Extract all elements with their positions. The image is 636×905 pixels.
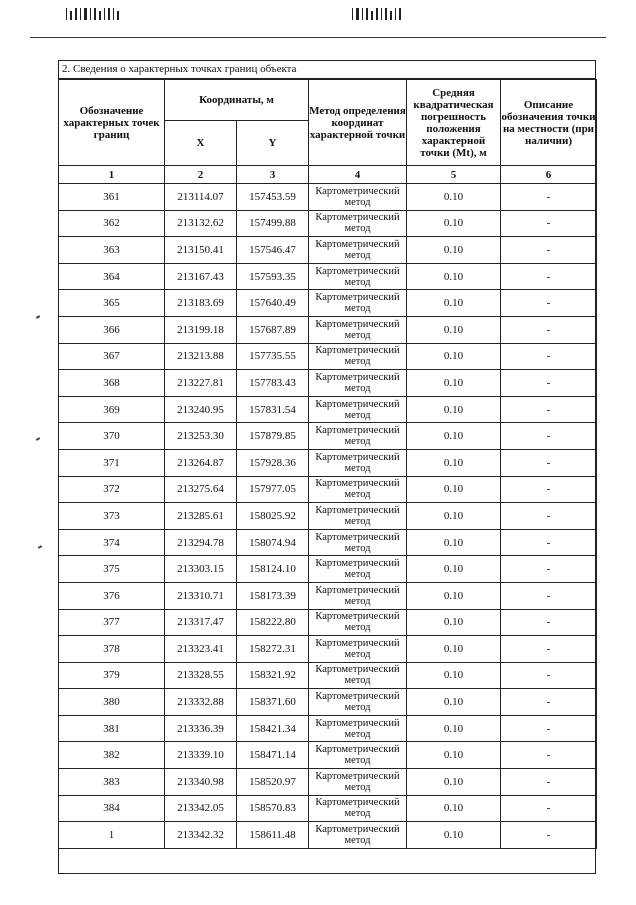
point-designation-cell: 364 bbox=[59, 263, 165, 290]
description-cell: - bbox=[501, 609, 597, 636]
method-cell: Картометрический метод bbox=[309, 715, 407, 742]
accuracy-cell: 0.10 bbox=[407, 263, 501, 290]
method-cell: Картометрический метод bbox=[309, 582, 407, 609]
accuracy-cell: 0.10 bbox=[407, 370, 501, 397]
table-row bbox=[59, 263, 597, 290]
accuracy-cell: 0.10 bbox=[407, 715, 501, 742]
coordinate-y-cell: 157879.85 bbox=[237, 423, 309, 450]
coordinate-y-cell: 157977.05 bbox=[237, 476, 309, 503]
coordinate-x-cell: 213294.78 bbox=[165, 529, 237, 556]
coordinate-x-cell: 213264.87 bbox=[165, 449, 237, 476]
method-cell: Картометрический метод bbox=[309, 370, 407, 397]
scan-speck bbox=[36, 315, 40, 319]
description-cell: - bbox=[501, 636, 597, 663]
column-number: 2 bbox=[165, 166, 237, 184]
method-cell: Картометрический метод bbox=[309, 795, 407, 822]
coordinate-x-cell: 213240.95 bbox=[165, 396, 237, 423]
accuracy-cell: 0.10 bbox=[407, 449, 501, 476]
description-cell: - bbox=[501, 290, 597, 317]
header-rule bbox=[30, 37, 606, 38]
accuracy-cell: 0.10 bbox=[407, 609, 501, 636]
header-x: X bbox=[165, 121, 237, 166]
description-cell: - bbox=[501, 370, 597, 397]
coordinate-y-cell: 157687.89 bbox=[237, 316, 309, 343]
point-designation-cell: 367 bbox=[59, 343, 165, 370]
accuracy-cell: 0.10 bbox=[407, 529, 501, 556]
table-row bbox=[59, 822, 597, 849]
coordinate-x-cell: 213336.39 bbox=[165, 715, 237, 742]
accuracy-cell: 0.10 bbox=[407, 636, 501, 663]
table-row bbox=[59, 449, 597, 476]
point-designation-cell: 363 bbox=[59, 237, 165, 264]
table-row bbox=[59, 715, 597, 742]
column-number: 4 bbox=[309, 166, 407, 184]
method-cell: Картометрический метод bbox=[309, 503, 407, 530]
barcode-mark-right bbox=[352, 6, 401, 20]
table-row bbox=[59, 316, 597, 343]
point-designation-cell: 368 bbox=[59, 370, 165, 397]
method-cell: Картометрический метод bbox=[309, 769, 407, 796]
point-designation-cell: 376 bbox=[59, 582, 165, 609]
table-row bbox=[59, 609, 597, 636]
description-cell: - bbox=[501, 689, 597, 716]
method-cell: Картометрический метод bbox=[309, 263, 407, 290]
header-y: Y bbox=[237, 121, 309, 166]
coordinate-y-cell: 157831.54 bbox=[237, 396, 309, 423]
description-cell: - bbox=[501, 795, 597, 822]
coordinate-y-cell: 157783.43 bbox=[237, 370, 309, 397]
header-accuracy: Средняя квадратическая погрешность положения характерной точки (Mt), м bbox=[407, 80, 501, 166]
coordinate-x-cell: 213183.69 bbox=[165, 290, 237, 317]
table-row bbox=[59, 423, 597, 450]
accuracy-cell: 0.10 bbox=[407, 343, 501, 370]
coordinate-x-cell: 213310.71 bbox=[165, 582, 237, 609]
coordinate-x-cell: 213342.32 bbox=[165, 822, 237, 849]
point-designation-cell: 374 bbox=[59, 529, 165, 556]
scan-speck bbox=[36, 437, 40, 441]
table-row bbox=[59, 662, 597, 689]
point-designation-cell: 1 bbox=[59, 822, 165, 849]
coordinate-x-cell: 213317.47 bbox=[165, 609, 237, 636]
method-cell: Картометрический метод bbox=[309, 556, 407, 583]
description-cell: - bbox=[501, 742, 597, 769]
table-row bbox=[59, 370, 597, 397]
point-designation-cell: 362 bbox=[59, 210, 165, 237]
accuracy-cell: 0.10 bbox=[407, 316, 501, 343]
description-cell: - bbox=[501, 237, 597, 264]
point-designation-cell: 384 bbox=[59, 795, 165, 822]
method-cell: Картометрический метод bbox=[309, 529, 407, 556]
coordinate-x-cell: 213340.98 bbox=[165, 769, 237, 796]
coordinate-y-cell: 158421.34 bbox=[237, 715, 309, 742]
coordinate-x-cell: 213332.88 bbox=[165, 689, 237, 716]
description-cell: - bbox=[501, 449, 597, 476]
table-row bbox=[59, 742, 597, 769]
point-designation-cell: 380 bbox=[59, 689, 165, 716]
description-cell: - bbox=[501, 556, 597, 583]
description-cell: - bbox=[501, 503, 597, 530]
table-row bbox=[59, 769, 597, 796]
accuracy-cell: 0.10 bbox=[407, 237, 501, 264]
accuracy-cell: 0.10 bbox=[407, 396, 501, 423]
coordinate-y-cell: 157928.36 bbox=[237, 449, 309, 476]
coordinate-x-cell: 213227.81 bbox=[165, 370, 237, 397]
accuracy-cell: 0.10 bbox=[407, 556, 501, 583]
coordinate-x-cell: 213275.64 bbox=[165, 476, 237, 503]
description-cell: - bbox=[501, 316, 597, 343]
accuracy-cell: 0.10 bbox=[407, 503, 501, 530]
method-cell: Картометрический метод bbox=[309, 343, 407, 370]
point-designation-cell: 372 bbox=[59, 476, 165, 503]
description-cell: - bbox=[501, 822, 597, 849]
description-cell: - bbox=[501, 184, 597, 211]
table-row bbox=[59, 396, 597, 423]
coordinate-x-cell: 213328.55 bbox=[165, 662, 237, 689]
table-row bbox=[59, 210, 597, 237]
point-designation-cell: 365 bbox=[59, 290, 165, 317]
header-designation: Обозначение характерных точек границ bbox=[59, 80, 165, 166]
coordinate-y-cell: 158471.14 bbox=[237, 742, 309, 769]
method-cell: Картометрический метод bbox=[309, 184, 407, 211]
coordinate-x-cell: 213285.61 bbox=[165, 503, 237, 530]
coordinate-y-cell: 158611.48 bbox=[237, 822, 309, 849]
method-cell: Картометрический метод bbox=[309, 609, 407, 636]
description-cell: - bbox=[501, 263, 597, 290]
point-designation-cell: 378 bbox=[59, 636, 165, 663]
header-coordinates: Координаты, м bbox=[165, 80, 309, 121]
accuracy-cell: 0.10 bbox=[407, 184, 501, 211]
method-cell: Картометрический метод bbox=[309, 662, 407, 689]
table-row bbox=[59, 795, 597, 822]
accuracy-cell: 0.10 bbox=[407, 662, 501, 689]
point-designation-cell: 366 bbox=[59, 316, 165, 343]
point-designation-cell: 373 bbox=[59, 503, 165, 530]
column-number: 3 bbox=[237, 166, 309, 184]
coordinate-y-cell: 157640.49 bbox=[237, 290, 309, 317]
accuracy-cell: 0.10 bbox=[407, 476, 501, 503]
coordinate-y-cell: 157593.35 bbox=[237, 263, 309, 290]
coordinate-y-cell: 158074.94 bbox=[237, 529, 309, 556]
method-cell: Картометрический метод bbox=[309, 476, 407, 503]
coordinate-y-cell: 157499.88 bbox=[237, 210, 309, 237]
point-designation-cell: 383 bbox=[59, 769, 165, 796]
table-row bbox=[59, 184, 597, 211]
description-cell: - bbox=[501, 343, 597, 370]
scan-speck bbox=[38, 545, 42, 549]
description-cell: - bbox=[501, 476, 597, 503]
method-cell: Картометрический метод bbox=[309, 316, 407, 343]
coordinate-x-cell: 213213.88 bbox=[165, 343, 237, 370]
description-cell: - bbox=[501, 582, 597, 609]
accuracy-cell: 0.10 bbox=[407, 795, 501, 822]
header-description: Описание обозначения точки на местности (при наличии) bbox=[501, 80, 597, 166]
point-designation-cell: 382 bbox=[59, 742, 165, 769]
table-row bbox=[59, 582, 597, 609]
coordinate-x-cell: 213150.41 bbox=[165, 237, 237, 264]
point-designation-cell: 375 bbox=[59, 556, 165, 583]
table-row bbox=[59, 556, 597, 583]
coordinate-x-cell: 213323.41 bbox=[165, 636, 237, 663]
description-cell: - bbox=[501, 210, 597, 237]
coordinate-x-cell: 213303.15 bbox=[165, 556, 237, 583]
coordinate-x-cell: 213199.18 bbox=[165, 316, 237, 343]
accuracy-cell: 0.10 bbox=[407, 742, 501, 769]
method-cell: Картометрический метод bbox=[309, 396, 407, 423]
header-method: Метод определения координат характерной точки bbox=[309, 80, 407, 166]
table-row bbox=[59, 476, 597, 503]
column-number: 5 bbox=[407, 166, 501, 184]
accuracy-cell: 0.10 bbox=[407, 290, 501, 317]
accuracy-cell: 0.10 bbox=[407, 210, 501, 237]
method-cell: Картометрический метод bbox=[309, 210, 407, 237]
coordinate-x-cell: 213253.30 bbox=[165, 423, 237, 450]
coordinate-y-cell: 158222.80 bbox=[237, 609, 309, 636]
description-cell: - bbox=[501, 769, 597, 796]
table-row bbox=[59, 636, 597, 663]
description-cell: - bbox=[501, 662, 597, 689]
point-designation-cell: 371 bbox=[59, 449, 165, 476]
coordinate-x-cell: 213114.07 bbox=[165, 184, 237, 211]
table-row bbox=[59, 529, 597, 556]
description-cell: - bbox=[501, 396, 597, 423]
point-designation-cell: 361 bbox=[59, 184, 165, 211]
point-designation-cell: 381 bbox=[59, 715, 165, 742]
accuracy-cell: 0.10 bbox=[407, 822, 501, 849]
barcode-mark-left bbox=[66, 6, 119, 20]
method-cell: Картометрический метод bbox=[309, 636, 407, 663]
coordinate-x-cell: 213132.62 bbox=[165, 210, 237, 237]
method-cell: Картометрический метод bbox=[309, 423, 407, 450]
point-designation-cell: 369 bbox=[59, 396, 165, 423]
table-row bbox=[59, 343, 597, 370]
method-cell: Картометрический метод bbox=[309, 237, 407, 264]
point-designation-cell: 370 bbox=[59, 423, 165, 450]
coordinate-x-cell: 213342.05 bbox=[165, 795, 237, 822]
coordinate-y-cell: 158025.92 bbox=[237, 503, 309, 530]
coordinate-y-cell: 157735.55 bbox=[237, 343, 309, 370]
point-designation-cell: 379 bbox=[59, 662, 165, 689]
table-row bbox=[59, 503, 597, 530]
description-cell: - bbox=[501, 423, 597, 450]
coordinate-y-cell: 157546.47 bbox=[237, 237, 309, 264]
coordinate-x-cell: 213167.43 bbox=[165, 263, 237, 290]
column-number: 6 bbox=[501, 166, 597, 184]
column-number: 1 bbox=[59, 166, 165, 184]
characteristic-points-table bbox=[58, 79, 597, 849]
coordinate-y-cell: 158570.83 bbox=[237, 795, 309, 822]
description-cell: - bbox=[501, 715, 597, 742]
method-cell: Картометрический метод bbox=[309, 689, 407, 716]
method-cell: Картометрический метод bbox=[309, 449, 407, 476]
method-cell: Картометрический метод bbox=[309, 290, 407, 317]
method-cell: Картометрический метод bbox=[309, 822, 407, 849]
table-row bbox=[59, 290, 597, 317]
accuracy-cell: 0.10 bbox=[407, 423, 501, 450]
coordinate-y-cell: 158272.31 bbox=[237, 636, 309, 663]
table-row bbox=[59, 237, 597, 264]
coordinate-y-cell: 158173.39 bbox=[237, 582, 309, 609]
coordinate-y-cell: 158371.60 bbox=[237, 689, 309, 716]
accuracy-cell: 0.10 bbox=[407, 689, 501, 716]
accuracy-cell: 0.10 bbox=[407, 582, 501, 609]
method-cell: Картометрический метод bbox=[309, 742, 407, 769]
coordinate-y-cell: 158520.97 bbox=[237, 769, 309, 796]
accuracy-cell: 0.10 bbox=[407, 769, 501, 796]
coordinate-y-cell: 157453.59 bbox=[237, 184, 309, 211]
section-title: 2. Сведения о характерных точках границ объекта bbox=[58, 60, 596, 79]
coordinate-y-cell: 158124.10 bbox=[237, 556, 309, 583]
table-row bbox=[59, 689, 597, 716]
description-cell: - bbox=[501, 529, 597, 556]
coordinate-y-cell: 158321.92 bbox=[237, 662, 309, 689]
coordinate-x-cell: 213339.10 bbox=[165, 742, 237, 769]
point-designation-cell: 377 bbox=[59, 609, 165, 636]
